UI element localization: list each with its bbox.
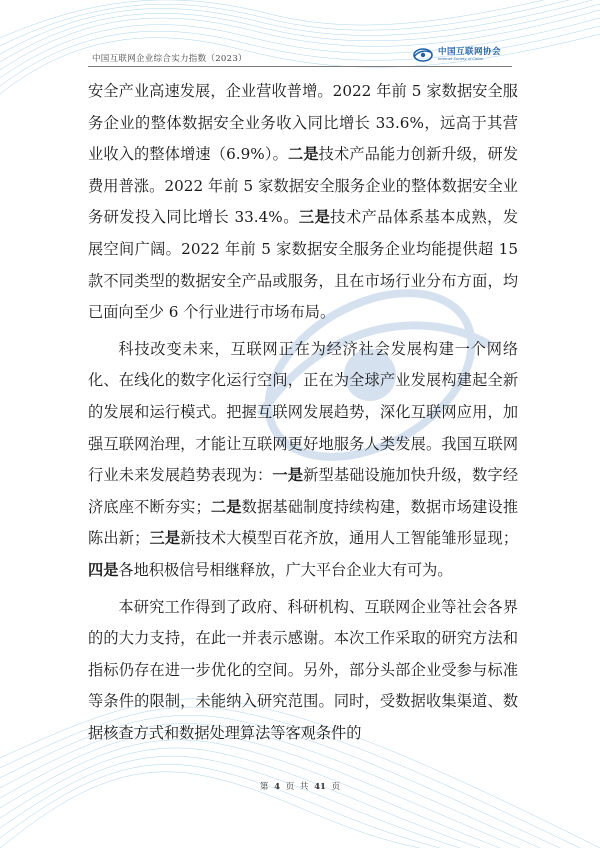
text-run: 技术产品体系基本成熟，发展空间广阔。2022 年前 5 家数据安全服务企业均能提供超 15 款不同类型的数据安全产品或服务，且在市场行业分布方面，均已面向至少 6 个行业进行市场布局。 [88, 208, 519, 322]
enumeration-marker: 二是 [287, 145, 319, 164]
paragraph-future-trends [88, 334, 518, 587]
enumeration-marker: 二是 [210, 497, 242, 516]
page-number-footer [0, 780, 600, 792]
paragraph-acknowledgement [88, 592, 518, 750]
enumeration-marker: 三是 [298, 208, 331, 227]
paragraph-data-security [88, 76, 518, 329]
text-run: 各地积极信号相继释放，广大平台企业大有可为。 [118, 560, 453, 579]
current-page-number: 4 [274, 782, 280, 792]
footer-middle: 页 共 [285, 782, 309, 792]
text-run: 数据基础制度持续构建，数据市场建设推陈出新； [88, 497, 519, 548]
total-page-count: 41 [314, 782, 326, 792]
text-run: 新技术大模型百花齐放，通用人工智能雏形显现； [180, 529, 519, 548]
running-header-title: 中国互联网企业综合实力指数（2023） [92, 54, 247, 64]
enumeration-marker: 三是 [149, 529, 181, 548]
footer-suffix: 页 [331, 782, 341, 792]
text-run: 科技改变未来，互联网正在为经济社会发展构建一个网络化、在线化的数字化运行空间，正在为全球产业发展构建起全新的发展和运行模式。把握互联网发展趋势，深化互联网应用，加强互联网治理，才能让互联网更好地服务人类发展。我国互联网行业未来发展趋势表现为： [88, 339, 518, 485]
header-divider [88, 66, 512, 67]
enumeration-marker: 一是 [272, 466, 304, 485]
isc-logo [412, 44, 522, 66]
body-text [88, 76, 518, 749]
logo-name-en: Internet Society of China [438, 57, 483, 62]
enumeration-marker: 四是 [88, 560, 119, 579]
globe-swoosh-icon [412, 46, 434, 64]
logo-name-cn: 中国互联网协会 [438, 46, 502, 57]
footer-prefix: 第 [259, 782, 269, 792]
text-run: 本研究工作得到了政府、科研机构、互联网企业等社会各界的的大力支持，在此一并表示感谢。本次工作采取的研究方法和指标仍存在进一步优化的空间。另外，部分头部企业受参与标准等条件的限制，未能纳入研究范围。同时，受数据收集渠道、数据核查方式和数据处理算法等客观条件的 [88, 597, 518, 742]
text-run: 新型基础设施加快升级，数字经济底座不断夯实； [88, 466, 519, 516]
text-run: 安全产业高速发展，企业营收普增。2022 年前 5 家数据安全服务企业的整体数据安全业务收入同比增长 33.6%，远高于其营业收入的整体增速（6.9%）。 [88, 82, 518, 164]
text-run: 技术产品能力创新升级，研发费用普涨。2022 年前 5 家数据安全服务企业的整体数据安全业务研发投入同比增长 33.4%。 [88, 145, 519, 227]
